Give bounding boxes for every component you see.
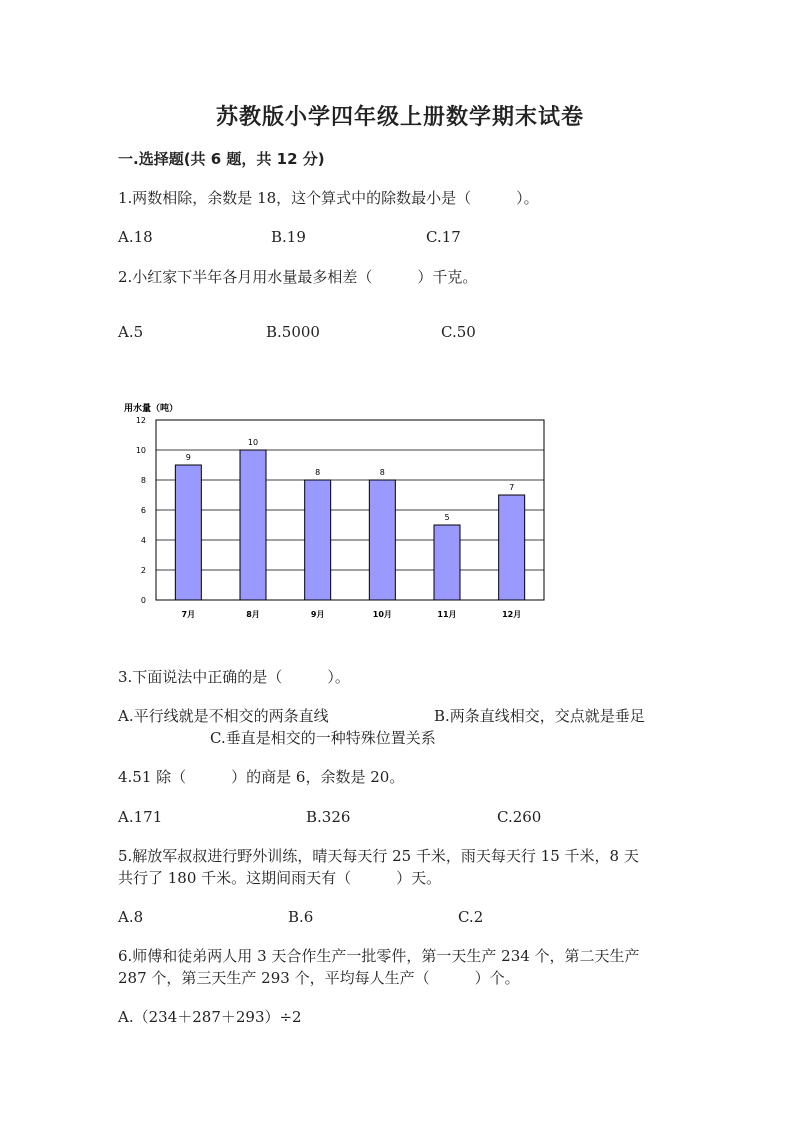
option-5c[interactable]: C.2 xyxy=(458,908,484,926)
x-tick-label: 10月 xyxy=(372,610,392,619)
question-2: 2.小红家下半年各月用水量最多相差（ ）千克。 xyxy=(118,268,478,286)
option-2a[interactable]: A.5 xyxy=(118,323,144,341)
option-2b[interactable]: B.5000 xyxy=(266,323,320,341)
x-tick-label: 11月 xyxy=(437,610,457,619)
y-tick-label: 0 xyxy=(140,596,146,605)
option-5a[interactable]: A.8 xyxy=(118,908,144,926)
question-6-line-1: 6.师傅和徒弟两人用 3 天合作生产一批零件，第一天生产 234 个，第二天生产 xyxy=(118,947,640,965)
y-tick-label: 12 xyxy=(135,416,146,425)
bar xyxy=(369,480,395,600)
x-tick-label: 8月 xyxy=(246,610,260,619)
data-label: 10 xyxy=(247,438,259,447)
option-4b[interactable]: B.326 xyxy=(306,808,351,826)
data-label: 7 xyxy=(509,483,515,492)
chart-ylabel: 用水量（吨） xyxy=(124,404,179,414)
x-tick-label: 9月 xyxy=(310,610,325,619)
y-tick-label: 6 xyxy=(140,506,146,515)
section-heading: 一.选择题(共 6 题，共 12 分) xyxy=(118,150,325,168)
question-5-line-1: 5.解放军叔叔进行野外训练，晴天每天行 25 千米，雨天每天行 15 千米，8 天 xyxy=(118,847,639,865)
option-3a[interactable]: A.平行线就是不相交的两条直线 xyxy=(118,707,329,725)
option-3c[interactable]: C.垂直是相交的一种特殊位置关系 xyxy=(210,729,436,747)
y-tick-label: 2 xyxy=(140,566,146,575)
page-title: 苏教版小学四年级上册数学期末试卷 xyxy=(215,105,584,130)
option-6a[interactable]: A.（234＋287＋293）÷2 xyxy=(118,1008,302,1026)
option-1a[interactable]: A.18 xyxy=(118,228,153,246)
data-label: 5 xyxy=(444,513,450,522)
option-2c[interactable]: C.50 xyxy=(441,323,476,341)
question-5-line-2: 共行了 180 千米。这期间雨天有（ ）天。 xyxy=(118,869,442,887)
question-4: 4.51 除（ ）的商是 6，余数是 20。 xyxy=(118,768,405,786)
option-1c[interactable]: C.17 xyxy=(426,228,461,246)
x-tick-label: 7月 xyxy=(181,610,196,619)
y-tick-label: 10 xyxy=(135,446,146,455)
bar xyxy=(175,465,201,600)
bar xyxy=(240,450,266,600)
bar xyxy=(305,480,331,600)
question-6-line-2: 287 个，第三天生产 293 个，平均每人生产（ ）个。 xyxy=(118,969,520,987)
y-tick-label: 4 xyxy=(140,536,146,545)
option-4a[interactable]: A.171 xyxy=(118,808,163,826)
option-1b[interactable]: B.19 xyxy=(271,228,306,246)
option-4c[interactable]: C.260 xyxy=(497,808,542,826)
bar xyxy=(499,495,525,600)
option-5b[interactable]: B.6 xyxy=(288,908,314,926)
data-label: 8 xyxy=(315,468,321,477)
data-label: 9 xyxy=(185,453,191,462)
question-3: 3.下面说法中正确的是（ ）。 xyxy=(118,668,350,686)
y-tick-label: 8 xyxy=(140,476,146,485)
option-3b[interactable]: B.两条直线相交，交点就是垂足 xyxy=(434,707,645,725)
water-usage-bar-chart xyxy=(118,398,558,628)
question-1: 1.两数相除，余数是 18，这个算式中的除数最小是（ ）。 xyxy=(118,189,539,207)
x-tick-label: 12月 xyxy=(502,610,522,619)
data-label: 8 xyxy=(379,468,385,477)
bar xyxy=(434,525,460,600)
